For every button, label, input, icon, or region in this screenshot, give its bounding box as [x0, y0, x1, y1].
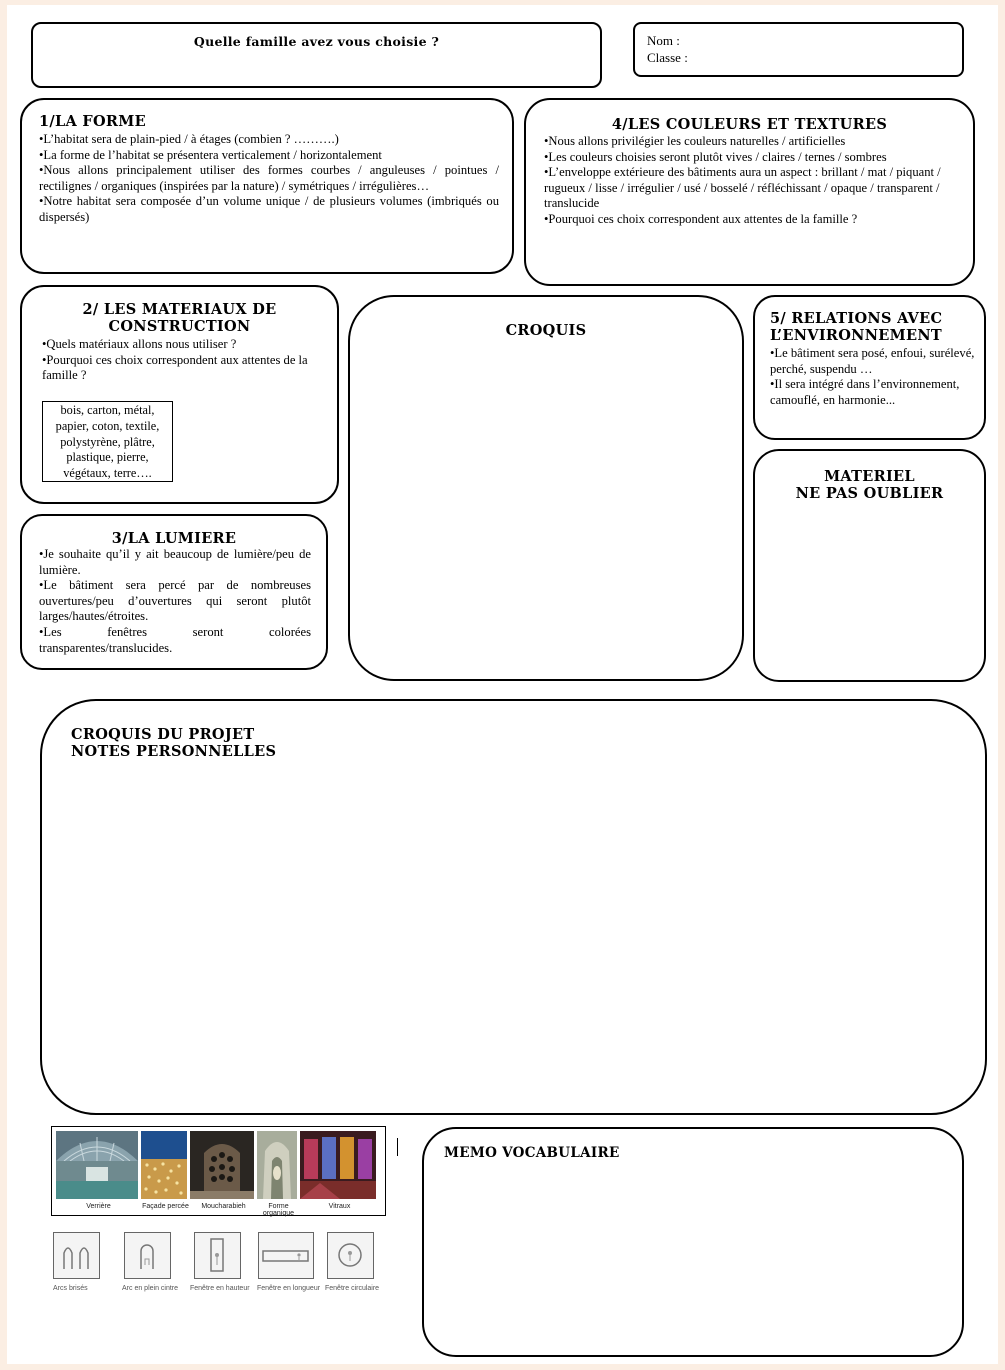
nom-label: Nom :: [647, 33, 680, 48]
croquis-box[interactable]: [348, 295, 744, 681]
materiel-title-line2: NE PAS OUBLIER: [795, 485, 944, 502]
moucharabieh-photo: [190, 1131, 254, 1199]
materiaux-title-line1: 2/ LES MATERIAUX DE: [82, 301, 277, 318]
forme-line: •La forme de l’habitat se présentera verticalement / horizontalement: [39, 147, 382, 162]
vitraux-photo: [300, 1131, 376, 1199]
arcs-brises-icon: [53, 1232, 100, 1279]
couleurs-title: 4/LES COULEURS ET TEXTURES: [611, 116, 888, 133]
icon-caption: Fenêtre en longueur: [257, 1285, 321, 1292]
projet-title-line1: CROQUIS DU PROJET: [71, 726, 255, 743]
materials-list: bois, carton, métal, papier, coton, textile, polystyrène, plâtre, plastique, pierre, végétaux, terre….: [55, 403, 160, 481]
forme-text: [39, 132, 499, 226]
family-question: Quelle famille avez vous choisie ?: [193, 34, 440, 49]
forme-line: •Nous allons principalement utiliser des formes courbes / anguleuses / pointues / rectilignes / organiques (inspirées par la nature) / symétriques / irrégulières…: [39, 163, 499, 193]
relations-title-line1: 5/ RELATIONS AVEC: [770, 310, 943, 327]
materials-list-box: [42, 401, 173, 482]
photo-caption: Vitraux: [328, 1203, 351, 1210]
worksheet-page: [7, 5, 998, 1364]
materiaux-text: [42, 337, 327, 384]
photo-caption: Verrière: [86, 1203, 111, 1210]
projet-title-line2: NOTES PERSONNELLES: [71, 743, 277, 760]
lumiere-text: [39, 547, 311, 656]
name-class-box[interactable]: [633, 22, 964, 77]
icon-caption: Fenêtre circulaire: [325, 1285, 380, 1292]
icon-caption: Arcs brisés: [53, 1285, 88, 1292]
lumiere-line: •Je souhaite qu’il y ait beaucoup de lumière/peu de lumière.: [39, 547, 311, 577]
materiel-box[interactable]: [753, 449, 986, 682]
lumiere-title: 3/LA LUMIERE: [111, 530, 237, 547]
photo-caption: Moucharabieh: [201, 1203, 246, 1210]
classe-label: Classe :: [647, 50, 688, 65]
photo-caption: Forme organique: [262, 1203, 295, 1217]
facade-percee-photo: [141, 1131, 187, 1199]
photo-caption: Façade percée: [142, 1203, 189, 1210]
arc-plein-cintre-icon: [124, 1232, 171, 1279]
forme-title: 1/LA FORME: [39, 113, 146, 130]
relations-title-line2: L’ENVIRONNEMENT: [770, 327, 942, 344]
text-cursor: [397, 1138, 398, 1156]
forme-box: [20, 98, 514, 274]
croquis-title: CROQUIS: [505, 322, 587, 339]
lumiere-line: •Le bâtiment sera percé par de nombreuses ouvertures/peu d’ouvertures qui seront plutôt larges/hautes/étroites.: [39, 578, 311, 624]
lumiere-line: •Les fenêtres seront colorées transparentes/translucides.: [39, 624, 311, 655]
icon-caption: Fenêtre en hauteur: [190, 1285, 250, 1292]
couleurs-line: •Nous allons privilégier les couleurs naturelles / artificielles: [544, 134, 846, 148]
fenetre-hauteur-icon: [194, 1232, 241, 1279]
memo-box[interactable]: [422, 1127, 964, 1357]
fenetre-longueur-icon: [258, 1232, 314, 1279]
forme-line: •Notre habitat sera composée d’un volume unique / de plusieurs volumes (imbriqués ou dispersés): [39, 194, 499, 224]
relations-line: •Il sera intégré dans l’environnement, camouflé, en harmonie...: [770, 377, 960, 407]
couleurs-line: •L’enveloppe extérieure des bâtiments aura un aspect : brillant / mat / piquant / rugueux / lisse / irrégulier / usé / bosselé / réfléchissant / opaque / transparent / translucide: [544, 165, 941, 211]
architecture-photos-panel: [51, 1126, 386, 1216]
icon-caption: Arc en plein cintre: [122, 1285, 179, 1292]
materiaux-title-line2: CONSTRUCTION: [108, 318, 251, 335]
projet-box[interactable]: [40, 699, 987, 1115]
materiaux-line: •Quels matériaux allons nous utiliser ?: [42, 337, 237, 351]
relations-line: •Le bâtiment sera posé, enfoui, surélevé, perché, suspendu …: [770, 346, 975, 376]
materiaux-line: •Pourquoi ces choix correspondent aux attentes de la famille ?: [42, 352, 308, 383]
forme-line: •L’habitat sera de plain-pied / à étages (combien ? ……….): [39, 132, 339, 146]
fenetre-circulaire-icon: [327, 1232, 374, 1279]
couleurs-text: [544, 134, 959, 228]
couleurs-line: •Les couleurs choisies seront plutôt vives / claires / ternes / sombres: [544, 149, 887, 164]
memo-title: MEMO VOCABULAIRE: [444, 1145, 620, 1161]
relations-text: [770, 346, 975, 408]
couleurs-box: [524, 98, 975, 286]
couleurs-line: •Pourquoi ces choix correspondent aux attentes de la famille ?: [544, 211, 858, 226]
lumiere-box: [20, 514, 328, 670]
forme-organique-photo: [257, 1131, 297, 1199]
relations-box: [753, 295, 986, 440]
verriere-photo: [56, 1131, 138, 1199]
family-question-box[interactable]: [31, 22, 602, 88]
materiel-title-line1: MATERIEL: [824, 468, 915, 485]
materiaux-box: [20, 285, 339, 504]
